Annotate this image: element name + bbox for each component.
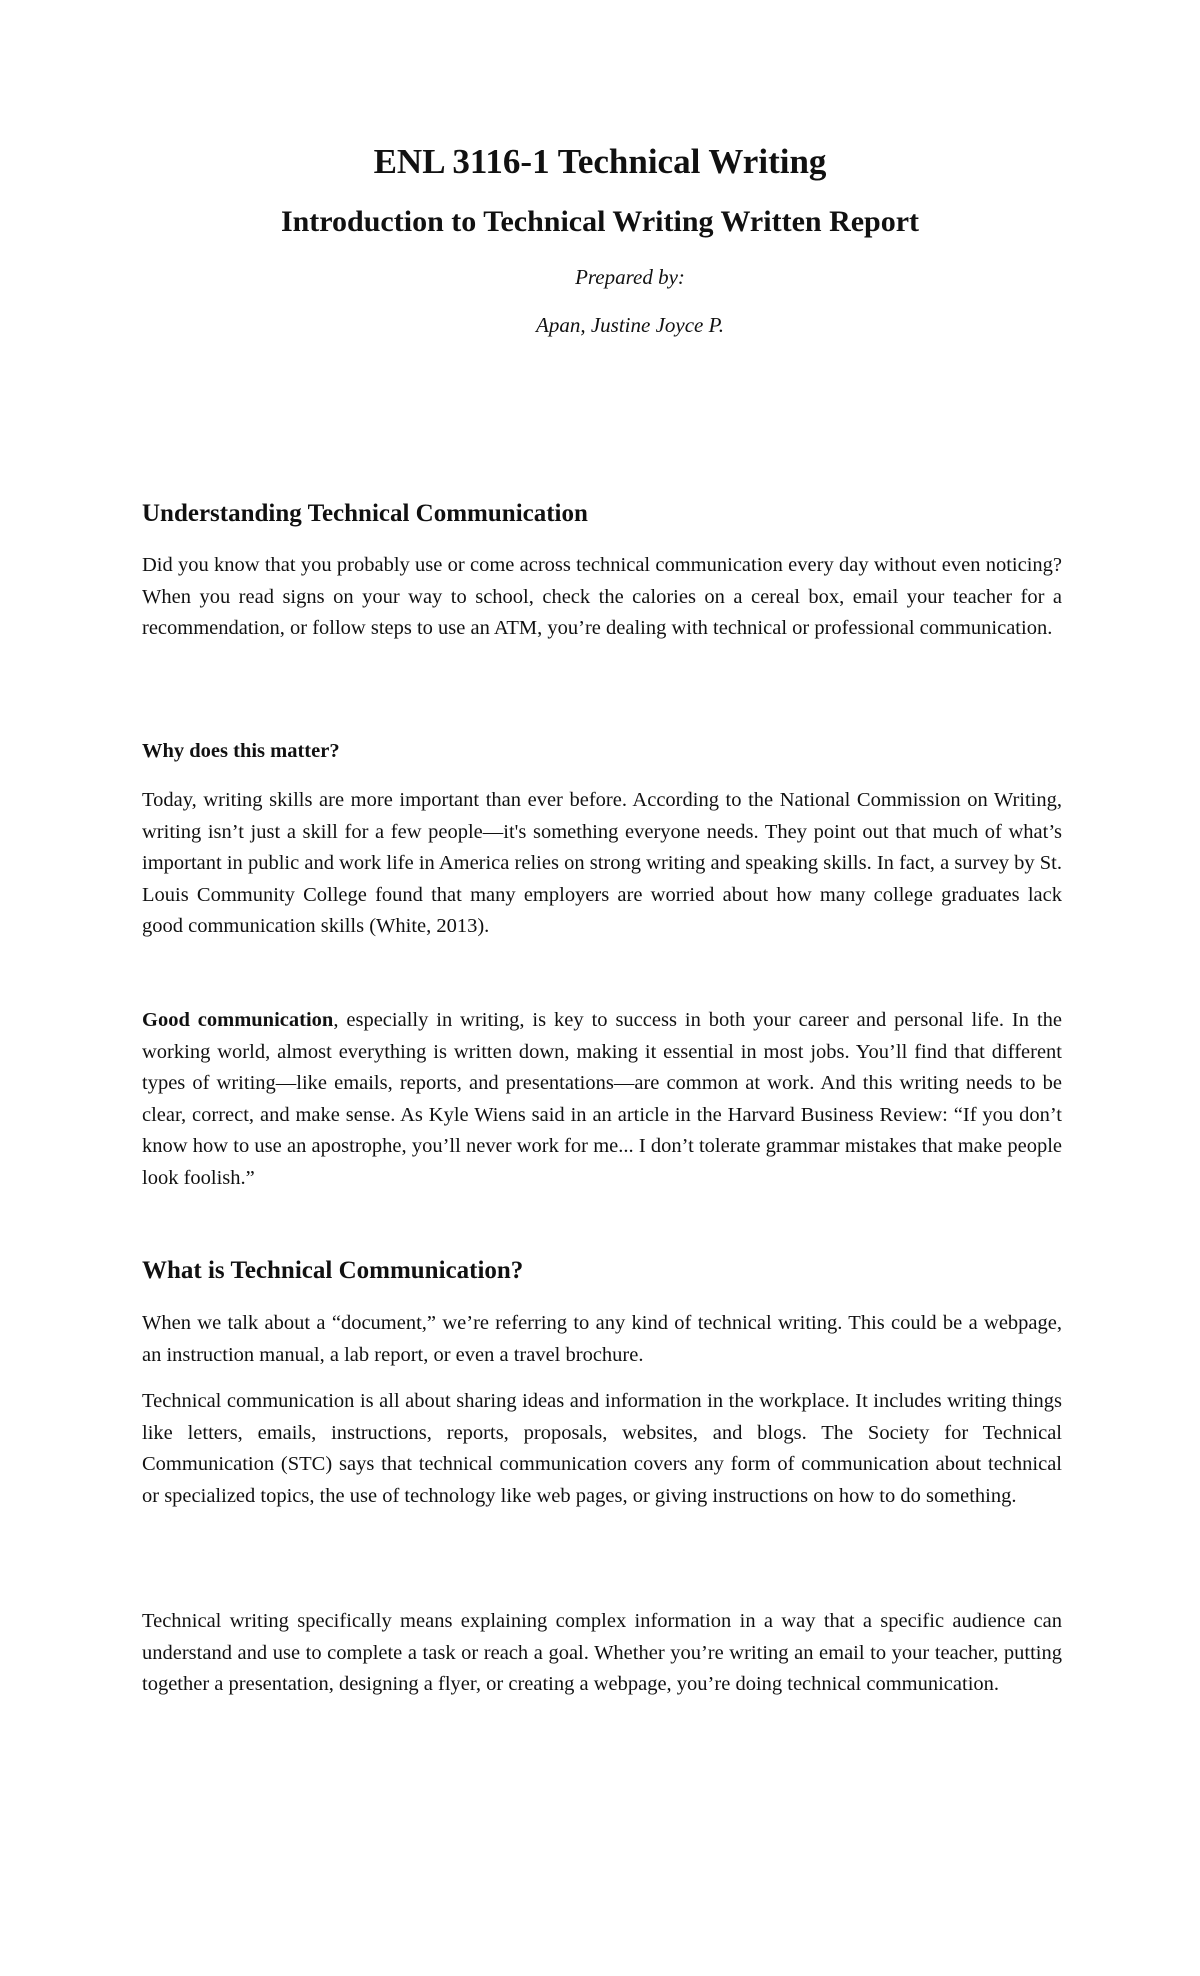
heading-what-is: What is Technical Communication? xyxy=(142,1257,524,1284)
heading-why-matter: Why does this matter? xyxy=(142,740,340,762)
document-title: ENL 3116-1 Technical Writing xyxy=(373,142,827,181)
paragraph-technical-communication: Technical communication is all about sharing ideas and information in the workplace. It includes writing things like letters, emails, instructions, reports, proposals, websites, and blogs. The Society for Technical Communication (STC) says that technical communication covers any form of communication about technical or specialized topics, the use of technology like web pages, or giving instructions on how to do something. xyxy=(142,1390,1062,1507)
paragraph-why-matter: Today, writing skills are more important than ever before. According to the National Commission on Writing, writing isn’t just a skill for a few people—it's something everyone needs. They point out that much of what’s important in public and work life in America relies on strong writing and speaking skills. In fact, a survey by St. Louis Community College found that many employers are worried about how many college graduates lack good communication skills (White, 2013). xyxy=(142,789,1062,937)
paragraph-understanding: Did you know that you probably use or come across technical communication every day without even noticing? When you read signs on your way to school, check the calories on a cereal box, email your teacher for a recommendation, or follow steps to use an ATM, you’re dealing with technical or professional communication. xyxy=(142,554,1062,639)
paragraph-good-communication xyxy=(142,1005,1062,1194)
paragraph-technical-writing: Technical writing specifically means explaining complex information in a way that a specific audience can understand and use to complete a task or reach a goal. Whether you’re writing an email to your teacher, putting together a presentation, designing a flyer, or creating a webpage, you’re doing technical communication. xyxy=(142,1610,1062,1695)
good-communication-lead: Good communication xyxy=(142,1009,334,1031)
good-communication-rest: , especially in writing, is key to success in both your career and personal life. In the working world, almost everything is written down, making it essential in most jobs. You’ll find that different types of writing—like emails, reports, and presentations—are common at work. And this writing needs to be clear, correct, and make sense. As Kyle Wiens said in an article in the Harvard Business Review: “If you don’t know how to use an apostrophe, you’ll never work for me... I don’t tolerate grammar mistakes that make people look foolish.” xyxy=(142,1009,1062,1189)
author-name: Apan, Justine Joyce P. xyxy=(536,313,724,337)
paragraph-document-definition: When we talk about a “document,” we’re referring to any kind of technical writing. This could be a webpage, an instruction manual, a lab report, or even a travel brochure. xyxy=(142,1312,1062,1366)
heading-understanding: Understanding Technical Communication xyxy=(142,500,588,527)
document-subtitle: Introduction to Technical Writing Written Report xyxy=(280,205,920,238)
prepared-by-label: Prepared by: xyxy=(575,265,685,289)
